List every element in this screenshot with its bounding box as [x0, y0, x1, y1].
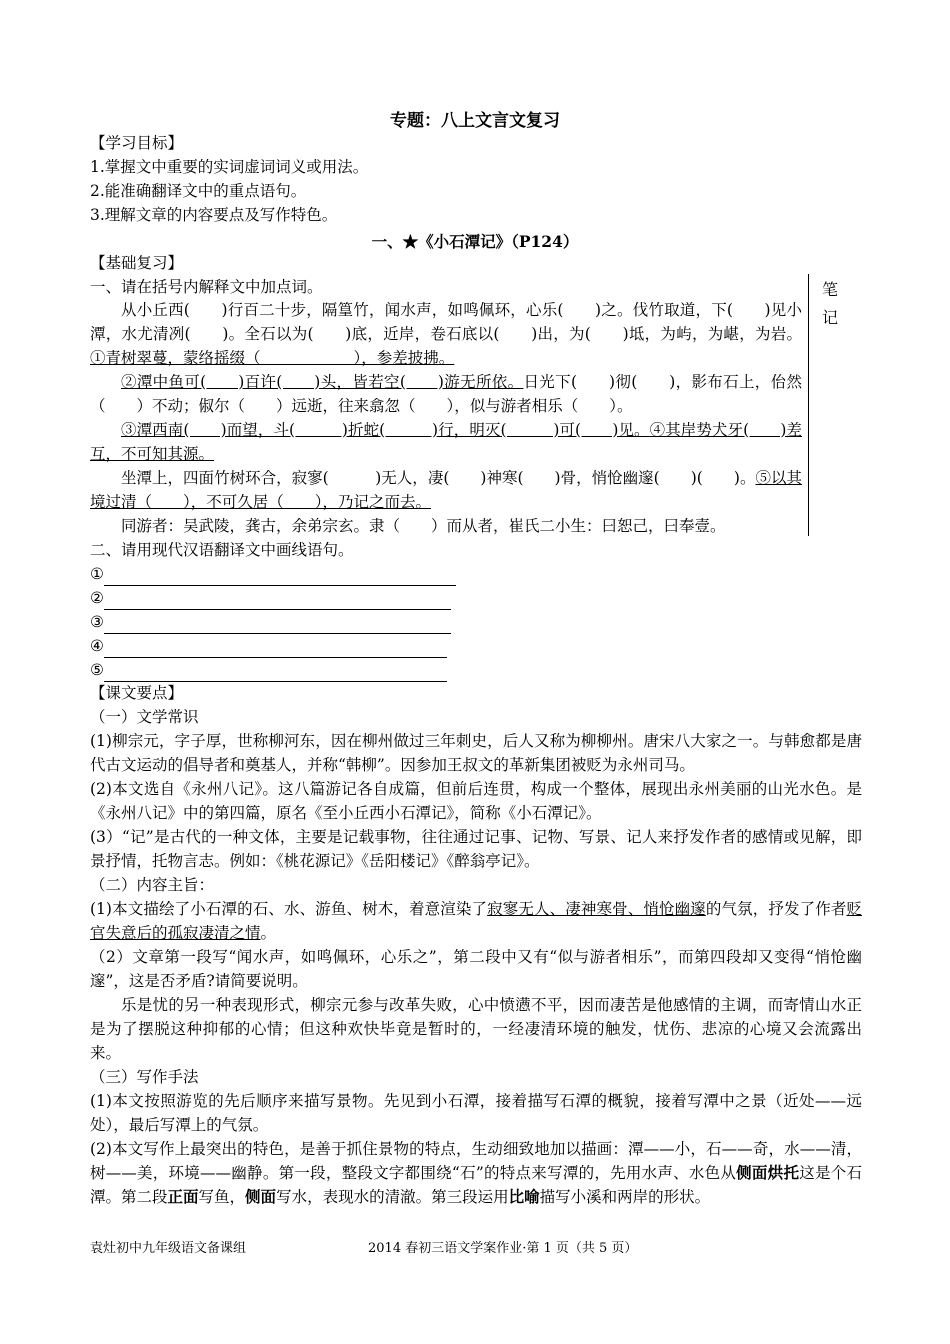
underlined-sentence-2: ②潭中鱼可( )百许( )头，皆若空( )游无所依。	[121, 373, 524, 391]
underlined-sentence-5: ⑤以其境过清（ ），不可久居（ ），乃记之而去。	[90, 469, 802, 511]
theme-item: （2）文章第一段写“闻水声，如鸣佩环，心乐之”，第二段中又有“似与游者相乐”，而第四段却又变得“悄怆幽邃”，这是否矛盾?请简要说明。	[90, 948, 862, 990]
goal-item: 3.理解文章的内容要点及写作特色。	[90, 206, 338, 224]
answer-line[interactable]	[104, 591, 451, 610]
passage-paragraph: ②潭中鱼可( )百许( )头，皆若空( )游无所依。日光下( )彻( )，影布石上，佁然（ ）不动；俶尔（ ）远逝，往来翕忽（ ），似与游者相乐（ ）。	[90, 373, 802, 415]
technique-item: (2)本文写作上最突出的特色，是善于抓住景物的特点，生动细致地加以描画：潭——小，石——奇，水——清，树——美，环境——幽静。第一段，整段文字都围绕“石”的特点来写潭的，先用水声、水色从侧面烘托这是个石潭。第二段正面写鱼，侧面写水，表现水的清澈。第三段运用比喻描写小溪和两岸的形状。	[90, 1140, 862, 1206]
literature-item: (1)柳宗元，字子厚，世称柳河东，因在柳州做过三年刺史，后人又称为柳柳州。唐宋八大家之一。与韩愈都是唐代古文运动的倡导者和奠基人，并称“韩柳”。因参加王叔文的革新集团被贬为永州司马。	[90, 732, 862, 774]
note-char: 记	[822, 308, 839, 327]
theme-answer: 乐是忧的另一种表现形式，柳宗元参与改革失败，心中愤懑不平，因而凄苦是他感情的主调，而寄情山水正是为了摆脱这种抑郁的心情；但这种欢快毕竟是暂时的，一经凄清环境的触发，忧伤、悲凉的心境又会流露出来。	[90, 996, 862, 1062]
page-title: 专题：八上文言文复习	[390, 111, 560, 131]
underlined-sentence-3: ③潭西南( )而望，斗( )折蛇( )行，明灭( )可( )见。	[121, 421, 650, 439]
note-divider	[808, 274, 809, 536]
underlined-sentence-1: ①青树翠蔓，蒙络摇缀（ ），参差披拂。	[90, 349, 455, 367]
passage-paragraph: 坐潭上，四面竹树环合，寂寥( )无人，凄( )神寒( )骨，悄怆幽邃( )( )。⑤以其境过清（ ），不可久居（ ），乃记之而去。	[90, 469, 802, 511]
literature-item: (3）“记”是古代的一种文体，主要是记载事物，往往通过记事、记物、写景、记人来抒发作者的感情或见解，即景抒情，托物言志。例如：《桃花源记》《岳阳楼记》《醉翁亭记》。	[90, 828, 862, 870]
points-section	[90, 681, 862, 1209]
footer-page-info: 2014 春初三语文学案作业·第 1 页（共 5 页）	[368, 1241, 638, 1256]
answer-line[interactable]	[104, 639, 447, 658]
passage-paragraph: 从小丘西( )行百二十步，隔篁竹，闻水声，如鸣佩环，心乐( )之。伐竹取道，下( )见小潭，水尤清冽( )。全石以为( )底，近岸，卷石底以( )出，为( )坻，为屿，为嵁，为岩。①青树翠蔓，蒙络摇缀（ ），参差披拂。	[90, 301, 802, 367]
question-1: 一、请在括号内解释文中加点词。	[90, 278, 323, 296]
classical-passage	[90, 298, 802, 538]
passage-paragraph: 同游者：吴武陵，龚古，余弟宗玄。隶（ ）而从者，崔氏二小生：曰恕己，曰奉壹。	[121, 517, 726, 535]
passage-paragraph	[90, 418, 802, 466]
subsection-heading: （三）写作手法	[90, 1068, 199, 1086]
points-heading: 【课文要点】	[90, 684, 184, 702]
answer-line[interactable]	[104, 567, 456, 586]
answer-line[interactable]	[104, 615, 451, 634]
question-2: 二、请用现代汉语翻译文中画线语句。	[90, 541, 354, 559]
answer-line[interactable]	[104, 663, 447, 682]
goal-item: 1.掌握文中重要的实词虚词词义或用法。	[90, 158, 369, 176]
literature-item: (2)本文选自《永州八记》。这八篇游记各自成篇，但前后连贯，构成一个整体，展现出永州美丽的山光水色。是《永州八记》中的第四篇，原名《至小丘西小石潭记》，简称《小石潭记》。	[90, 780, 862, 822]
note-char: 笔	[822, 280, 839, 299]
underlined-sentence-4: ④其岸势犬牙( )差互，不可知其源。	[90, 421, 802, 463]
notes-column	[822, 276, 838, 332]
subsection-heading: （二）内容主旨：	[90, 876, 215, 894]
theme-item: (1)本文描绘了小石潭的石、水、游鱼、树木，着意渲染了寂寥无人、凄神寒骨、悄怆幽邃的气氛，抒发了作者贬官失意后的孤寂凄清之情。	[90, 900, 862, 942]
goal-item: 2.能准确翻译文中的重点语句。	[90, 182, 307, 200]
footer-left: 袁灶初中九年级语文备课组	[90, 1241, 247, 1256]
translation-lines: ① ② ③ ④ ⑤	[90, 562, 456, 682]
goals-heading: 【学习目标】	[90, 134, 184, 152]
basic-heading: 【基础复习】	[90, 254, 184, 272]
subsection-heading: （一）文学常识	[90, 708, 199, 726]
technique-item: (1)本文按照游览的先后顺序来描写景物。先见到小石潭，接着描写石潭的概貌，接着写潭中之景（近处——远处），最后写潭上的气氛。	[90, 1092, 862, 1134]
section-title: 一、★《小石潭记》（P124）	[371, 232, 579, 251]
